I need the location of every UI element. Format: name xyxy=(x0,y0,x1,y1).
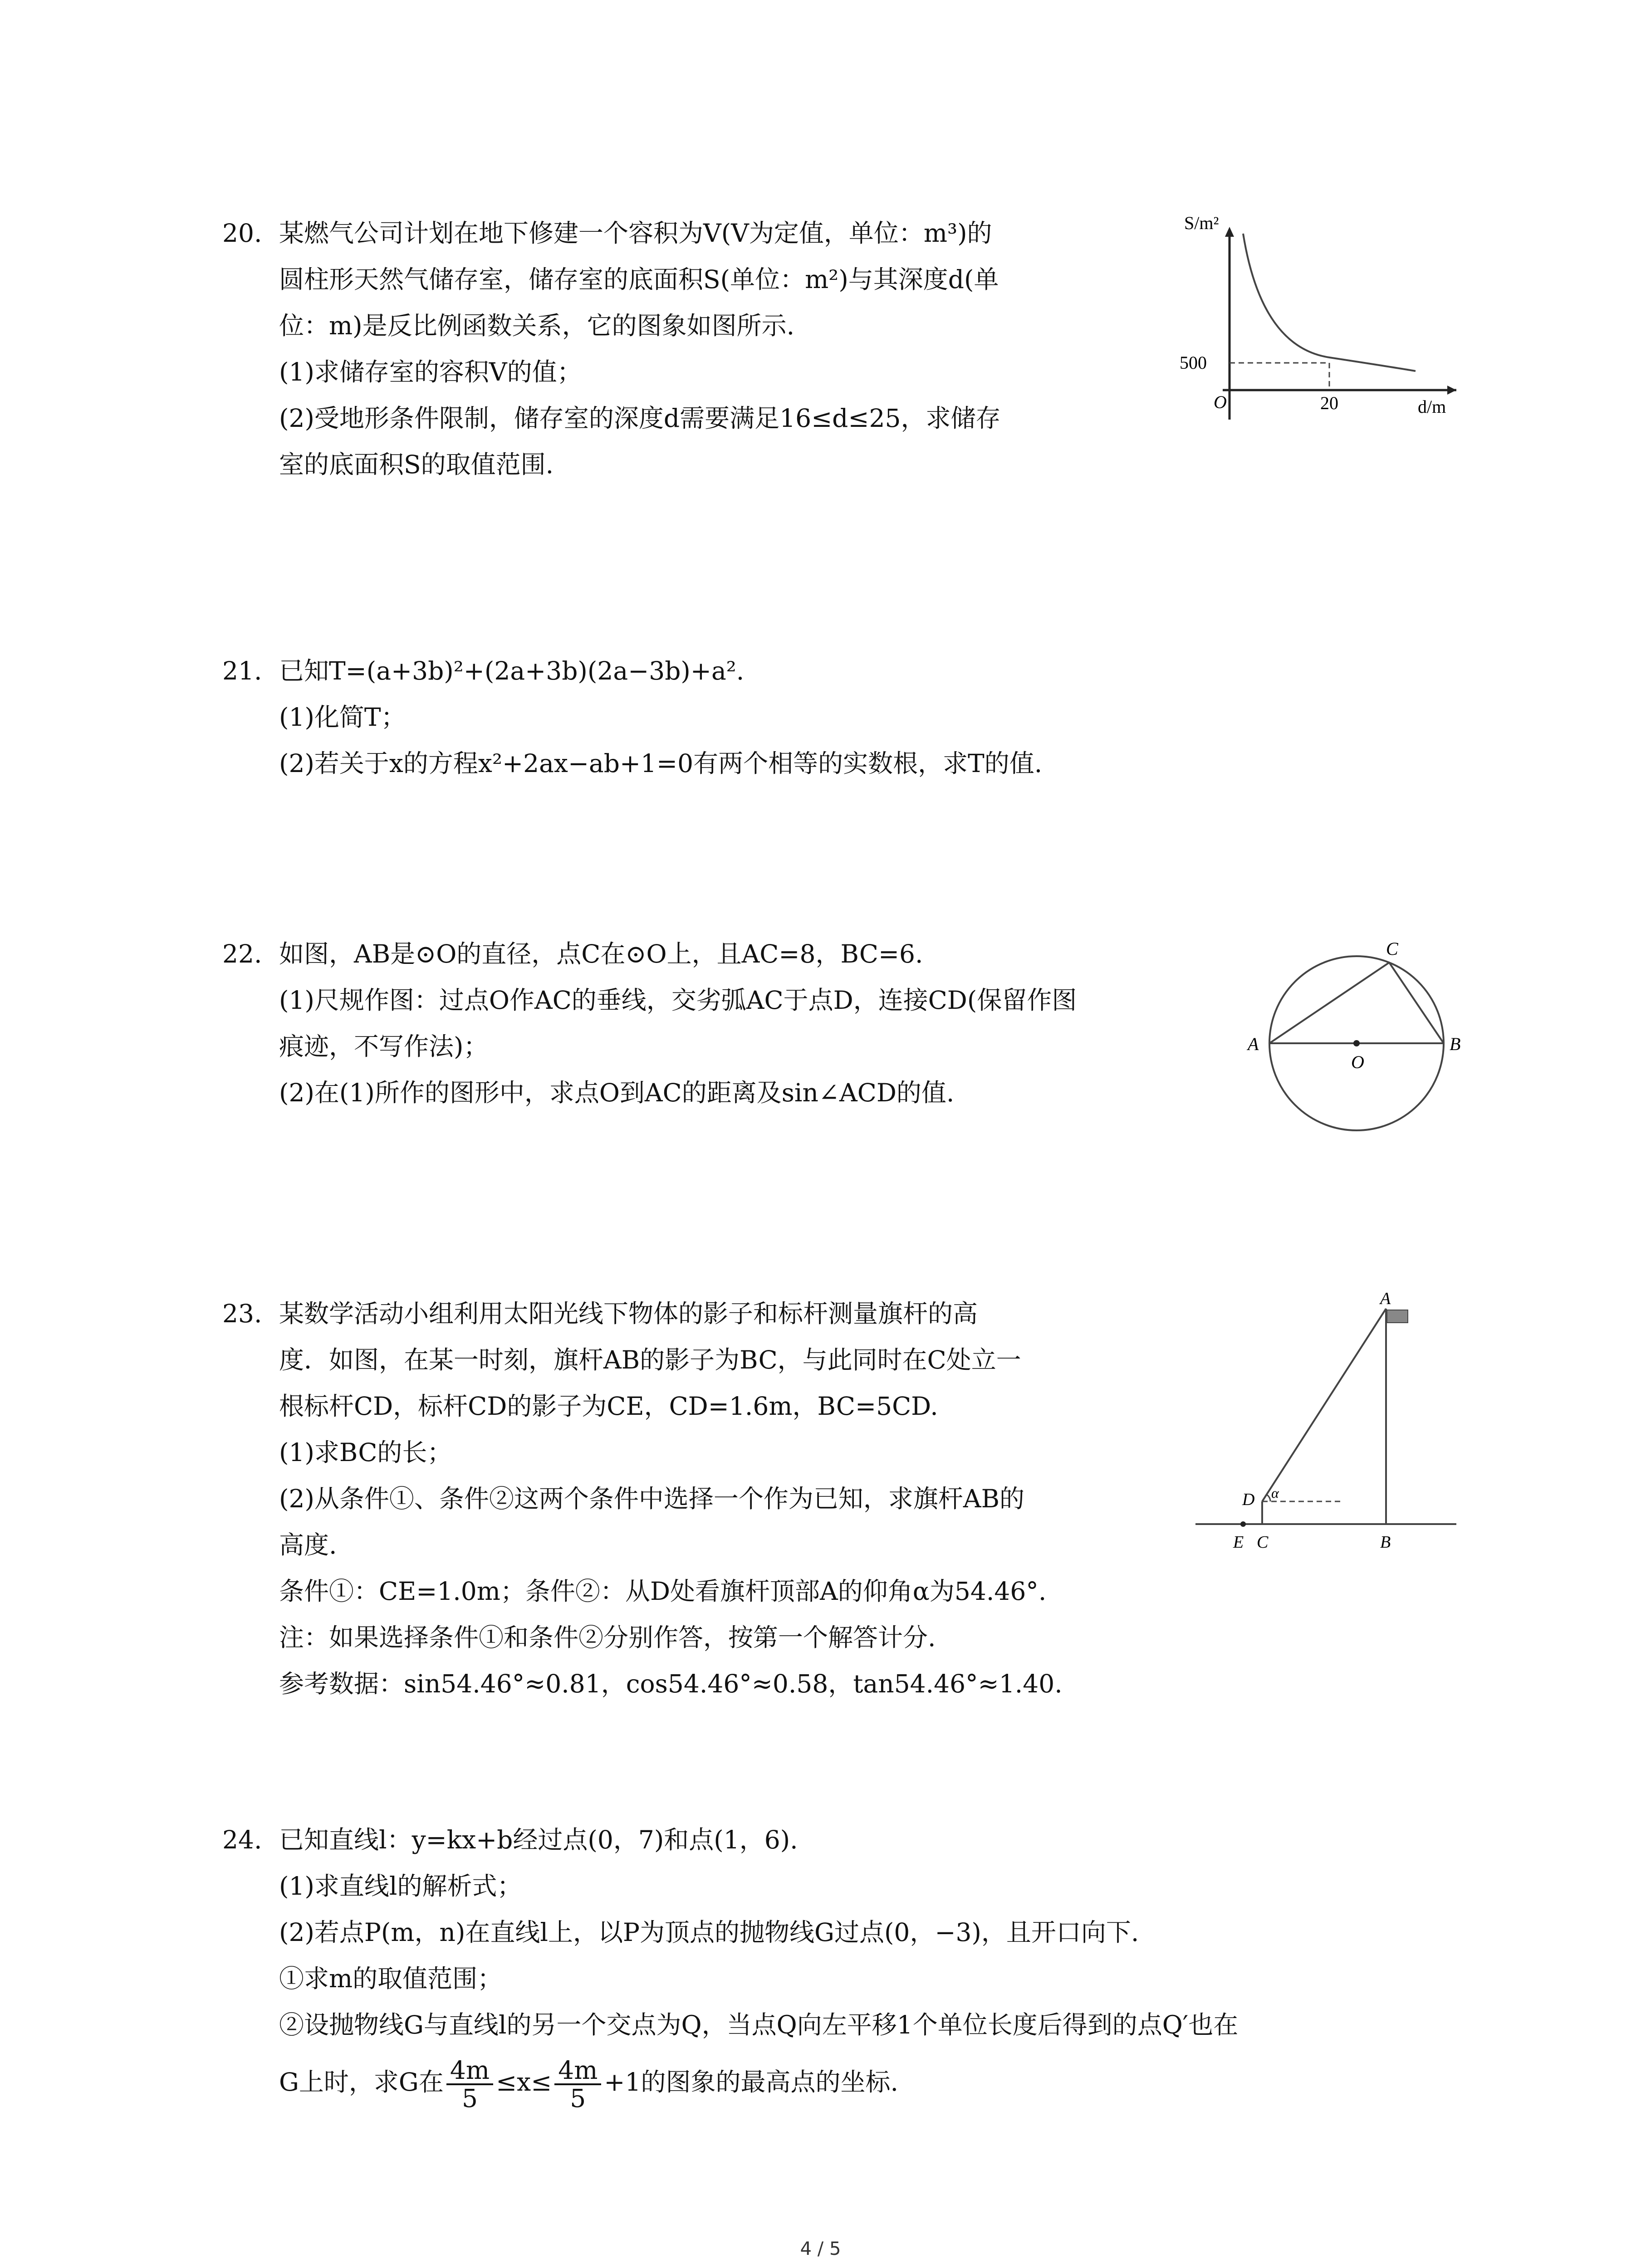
x-tick-label: 20 xyxy=(1320,393,1338,413)
x-axis-label: d/m xyxy=(1418,396,1446,417)
problem-line: 24. 已知直线l：y=kx+b经过点(0，7)和点(1，6). xyxy=(222,1817,1238,1863)
angle-arc xyxy=(1267,1495,1270,1501)
problem-line: (1)求直线l的解析式； xyxy=(279,1872,522,1901)
label-b: B xyxy=(1450,1034,1461,1054)
label-b: B xyxy=(1380,1533,1391,1552)
problem-23 xyxy=(222,1290,1063,1707)
label-c: C xyxy=(1386,938,1398,959)
problem-line: (2)在(1)所作的图形中，求点O到AC的距离及sin∠ACD的值. xyxy=(279,1078,955,1107)
problem-number: 22. xyxy=(222,939,262,968)
inverse-proportion-graph xyxy=(1180,213,1461,431)
page-number: 4 / 5 xyxy=(800,2239,841,2259)
problem-line: 21. 已知T=(a+3b)²+(2a+3b)(2a−3b)+a². xyxy=(222,648,1042,694)
label-a: A xyxy=(1380,1289,1391,1308)
problem-20 xyxy=(222,210,1000,488)
problem-line: (2)若关于x的方程x²+2ax−ab+1=0有两个相等的实数根，求T的值. xyxy=(279,749,1043,778)
problem-line: (1)求BC的长； xyxy=(279,1438,452,1467)
problem-line: 23. 某数学活动小组利用太阳光线下物体的影子和标杆测量旗杆的高 xyxy=(222,1290,1063,1337)
problem-line: 参考数据：sin54.46°≈0.81，cos54.46°≈0.58，tan54.46°≈1.40. xyxy=(279,1669,1063,1698)
problem-line: (2)从条件①、条件②这两个条件中选择一个作为已知，求旗杆AB的 xyxy=(279,1484,1025,1513)
problem-number: 23. xyxy=(222,1299,262,1328)
fraction: $\frac{4m}{5}$ xyxy=(554,2057,601,2112)
problem-line: 20. 某燃气公司计划在地下修建一个容积为V(V为定值，单位：m³)的 xyxy=(222,210,1000,256)
sun-ray xyxy=(1262,1309,1386,1501)
problem-number: 20. xyxy=(222,219,262,248)
flagpole-diagram xyxy=(1189,1288,1461,1556)
chord-bc xyxy=(1389,963,1444,1043)
label-d: D xyxy=(1242,1490,1255,1509)
fraction: $\frac{4m}{5}$ xyxy=(446,2057,493,2112)
label-o: O xyxy=(1351,1052,1364,1072)
problem-21 xyxy=(222,648,1042,787)
problem-line: ②设抛物线G与直线l的另一个交点为Q，当点Q向左平移1个单位长度后得到的点Q′也在 xyxy=(279,2010,1239,2039)
problem-line: (2)若点P(m，n)在直线l上，以P为顶点的抛物线G过点(0，−3)，且开口向下. xyxy=(279,1918,1139,1947)
problem-line: 痕迹，不写作法)； xyxy=(279,1032,489,1061)
label-c: C xyxy=(1257,1533,1269,1552)
problem-line: 22. 如图，AB是⊙O的直径，点C在⊙O上，且AC=8，BC=6. xyxy=(222,931,1077,977)
problem-24 xyxy=(222,1817,1238,2116)
problem-line: (1)尺规作图：过点O作AC的垂线，交劣弧AC于点D，连接CD(保留作图 xyxy=(279,986,1077,1015)
label-alpha: α xyxy=(1271,1485,1279,1501)
problem-line: 圆柱形天然气储存室，储存室的底面积S(单位：m²)与其深度d(单 xyxy=(279,265,999,294)
problem-number: 21. xyxy=(222,656,262,685)
center-point xyxy=(1353,1040,1360,1046)
problem-line: 位：m)是反比例函数关系，它的图象如图所示. xyxy=(279,311,795,340)
flag xyxy=(1387,1310,1408,1323)
problem-line: 条件①：CE=1.0m；条件②：从D处看旗杆顶部A的仰角α为54.46°. xyxy=(279,1577,1047,1606)
problem-line: (1)求储存室的容积V的值； xyxy=(279,357,582,386)
problem-line: 高度. xyxy=(279,1530,337,1559)
y-tick-label: 500 xyxy=(1180,352,1207,373)
x-axis-arrow xyxy=(1447,386,1456,395)
problem-line: (1)化简T； xyxy=(279,703,406,732)
hyperbola-curve xyxy=(1243,234,1416,371)
point-e xyxy=(1240,1521,1246,1527)
problem-line: ①求m的取值范围； xyxy=(279,1964,503,1993)
origin-label: O xyxy=(1214,392,1227,412)
y-axis-arrow xyxy=(1225,227,1234,237)
problem-line: 注：如果选择条件①和条件②分别作答，按第一个解答计分. xyxy=(279,1623,936,1652)
problem-line: 室的底面积S的取值范围. xyxy=(279,450,554,479)
problem-line-with-fractions: G上时，求G在 $\frac{4m}{5}$ ≤x≤ $\frac{4m}{5}$ +1的图象的最高点的坐标. xyxy=(279,2056,898,2113)
problem-line: (2)受地形条件限制，储存室的深度d需要满足16≤d≤25，求储存 xyxy=(279,404,1001,433)
problem-line: 根标杆CD，标杆CD的影子为CE，CD=1.6m，BC=5CD. xyxy=(279,1392,938,1421)
circle-diagram xyxy=(1239,930,1474,1157)
problem-line: 度．如图，在某一时刻，旗杆AB的影子为BC，与此同时在C处立一 xyxy=(279,1345,1021,1374)
chord-ac xyxy=(1269,963,1389,1043)
label-a: A xyxy=(1248,1034,1259,1054)
problem-22 xyxy=(222,931,1077,1116)
label-e: E xyxy=(1233,1533,1244,1552)
problem-number: 24. xyxy=(222,1825,262,1854)
y-axis-label: S/m² xyxy=(1184,213,1219,233)
